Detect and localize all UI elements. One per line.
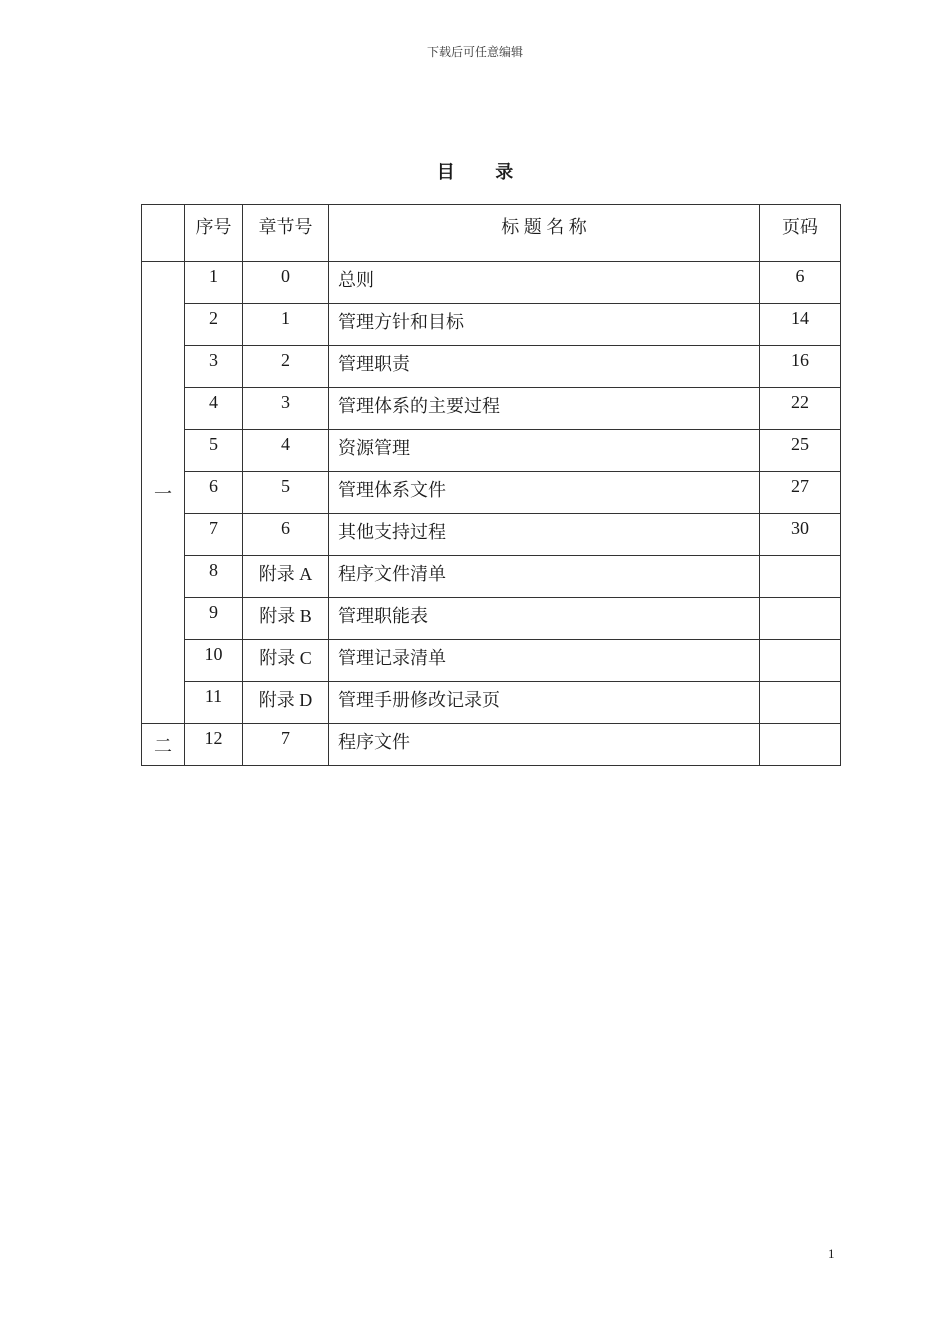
volume-label: 二 (142, 724, 185, 766)
row-name: 资源管理 (329, 430, 760, 472)
row-page (760, 598, 841, 640)
row-seq: 12 (185, 724, 243, 766)
table-row (142, 640, 841, 682)
row-chapter: 2 (243, 346, 329, 388)
page-number: 1 (828, 1246, 835, 1261)
row-name: 管理体系文件 (329, 472, 760, 514)
row-seq: 10 (185, 640, 243, 682)
row-name: 管理体系的主要过程 (329, 388, 760, 430)
row-seq: 9 (185, 598, 243, 640)
row-seq: 7 (185, 514, 243, 556)
table-row (142, 388, 841, 430)
row-page: 22 (760, 388, 841, 430)
page-title: 目 录 (436, 162, 532, 182)
row-seq: 6 (185, 472, 243, 514)
header-volume (142, 205, 185, 262)
row-name: 程序文件清单 (329, 556, 760, 598)
toc-table (141, 204, 841, 766)
row-chapter: 7 (243, 724, 329, 766)
table-row (142, 514, 841, 556)
header-note: 下载后可任意编辑 (426, 45, 523, 59)
row-page: 25 (760, 430, 841, 472)
row-seq: 2 (185, 304, 243, 346)
row-chapter: 6 (243, 514, 329, 556)
row-chapter: 5 (243, 472, 329, 514)
row-page (760, 556, 841, 598)
header-seq: 序号 (185, 205, 243, 262)
header-name: 标 题 名 称 (329, 205, 760, 262)
row-name: 管理职责 (329, 346, 760, 388)
row-chapter: 附录 B (243, 598, 329, 640)
row-chapter: 1 (243, 304, 329, 346)
table-header-row (142, 205, 841, 262)
row-page: 14 (760, 304, 841, 346)
row-page (760, 640, 841, 682)
row-name: 管理记录清单 (329, 640, 760, 682)
row-chapter: 附录 D (243, 682, 329, 724)
row-page: 6 (760, 262, 841, 304)
row-seq: 11 (185, 682, 243, 724)
volume-label: 一 (142, 262, 185, 724)
table-row (142, 472, 841, 514)
row-page: 30 (760, 514, 841, 556)
table-row (142, 430, 841, 472)
row-chapter: 3 (243, 388, 329, 430)
row-name: 管理职能表 (329, 598, 760, 640)
table-row (142, 304, 841, 346)
table-row (142, 682, 841, 724)
row-name: 其他支持过程 (329, 514, 760, 556)
row-name: 总则 (329, 262, 760, 304)
table-row (142, 556, 841, 598)
header-page: 页码 (760, 205, 841, 262)
table-row (142, 598, 841, 640)
row-chapter: 附录 A (243, 556, 329, 598)
row-chapter: 附录 C (243, 640, 329, 682)
row-name: 管理方针和目标 (329, 304, 760, 346)
table-row (142, 346, 841, 388)
row-chapter: 0 (243, 262, 329, 304)
row-page (760, 682, 841, 724)
row-page: 27 (760, 472, 841, 514)
table-row (142, 262, 841, 304)
row-seq: 5 (185, 430, 243, 472)
row-seq: 3 (185, 346, 243, 388)
table-row (142, 724, 841, 766)
row-name: 程序文件 (329, 724, 760, 766)
row-chapter: 4 (243, 430, 329, 472)
row-name: 管理手册修改记录页 (329, 682, 760, 724)
row-seq: 1 (185, 262, 243, 304)
row-seq: 4 (185, 388, 243, 430)
row-page: 16 (760, 346, 841, 388)
header-chapter: 章节号 (243, 205, 329, 262)
row-seq: 8 (185, 556, 243, 598)
row-page (760, 724, 841, 766)
